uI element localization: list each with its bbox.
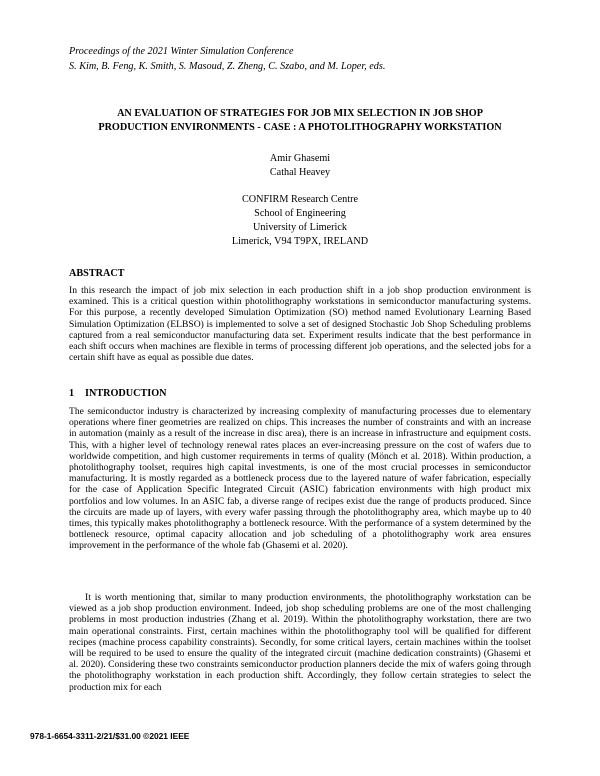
affiliation-block	[150, 193, 450, 249]
body-paragraph: The semiconductor industry is characterized by increasing complexity of manufacturing processes due to elementary operations where finer geometries are realized on chips. This increases the number of constraints and with an increase in automation (mainly as a result of the increase in disc area), there is an increase in infrastructure and equipment costs. This, with a higher level of technology renewal rates places an ever-increasing pressure on the cost of wafers due to worldwide competition, and high customer requirements in terms of quality (Mönch et al. 2018). Within production, a photolithography toolset, requires high capital investments, is one of the most crucial processes in semiconductor manufacturing. It is mostly regarded as a bottleneck process due to the layered nature of wafer fabrication, especially for the case of Application Specific Integrated Circuit (ASIC) fabrication environments with high product mix portfolios and low volumes. In an ASIC fab, a diverse range of recipes exist due the range of products produced. Since the circuits are made up of layers, with every wafer passing through the photolithography area, which maybe up to 40 times, this typically makes photolithography a bottleneck resource. With the performance of a system determined by the bottleneck resource, optimal capacity allocation and job scheduling of a photolithography work area ensures improvement in the performance of the whole fab (Ghasemi et al. 2020).	[69, 406, 531, 552]
abstract-text: In this research the impact of job mix selection in each production shift in a job shop production environment is examined. This is a critical question within photolithography workstations in semiconductor manufacturing systems. For this purpose, a recently developed Simulation Optimization (SO) method named Evolutionary Learning Based Simulation Optimization (ELBSO) is implemented to solve a set of designed Stochastic Job Shop Scheduling problems captured from a real semiconductor manufacturing data set. Experiment results indicate that the best performance in each shift occurs when machines are flexible in terms of processing different job operations, and the selected jobs for a certain shift have as equal as possible due dates.	[69, 285, 531, 364]
introduction-heading	[69, 387, 167, 401]
title-line-2: PRODUCTION ENVIRONMENTS - CASE : A PHOTOLITHOGRAPHY WORKSTATION	[98, 122, 502, 133]
author-list	[150, 152, 450, 180]
section-number: 1	[69, 388, 75, 399]
affiliation-line: School of Engineering	[254, 208, 346, 219]
proceedings-title: Proceedings of the 2021 Winter Simulation Conference	[69, 46, 294, 57]
editors-line: S. Kim, B. Feng, K. Smith, S. Masoud, Z. Zheng, C. Szabo, and M. Loper, eds.	[69, 61, 386, 72]
author-name: Amir Ghasemi	[269, 153, 331, 164]
abstract-heading: ABSTRACT	[69, 268, 125, 279]
affiliation-line: University of Limerick	[253, 222, 347, 233]
title-line-1: AN EVALUATION OF STRATEGIES FOR JOB MIX SELECTION IN JOB SHOP	[117, 108, 483, 119]
author-name: Cathal Heavey	[269, 167, 331, 178]
affiliation-line: Limerick, V94 T9PX, IRELAND	[231, 236, 369, 247]
proceedings-header	[69, 44, 539, 74]
affiliation-line: CONFIRM Research Centre	[241, 194, 358, 205]
body-paragraph: It is worth mentioning that, similar to many production environments, the photolithography workstation can be viewed as a job shop production environment. Indeed, job shop scheduling problems are one of the most challenging problems in most production industries (Zhang et al. 2019). Within the photolithography workstation, there are two main operational constraints. First, certain machines within the photolithography tool will be qualified for different recipes (machine process capability constraints). Secondly, for some critical layers, certain machines within the toolset will be required to be used to ensure the quality of the integrated circuit (machine dedication constraints) (Ghasemi et al. 2020). Considering these two constraints semiconductor production planners decide the mix of wafers going through the photolithography workstation in each production shift. Accordingly, they follow certain strategies to select the production mix for each	[69, 592, 531, 693]
copyright-footer: 978-1-6654-3311-2/21/$31.00 ©2021 IEEE	[30, 731, 190, 741]
paper-title	[70, 107, 530, 135]
section-title: INTRODUCTION	[85, 388, 167, 399]
